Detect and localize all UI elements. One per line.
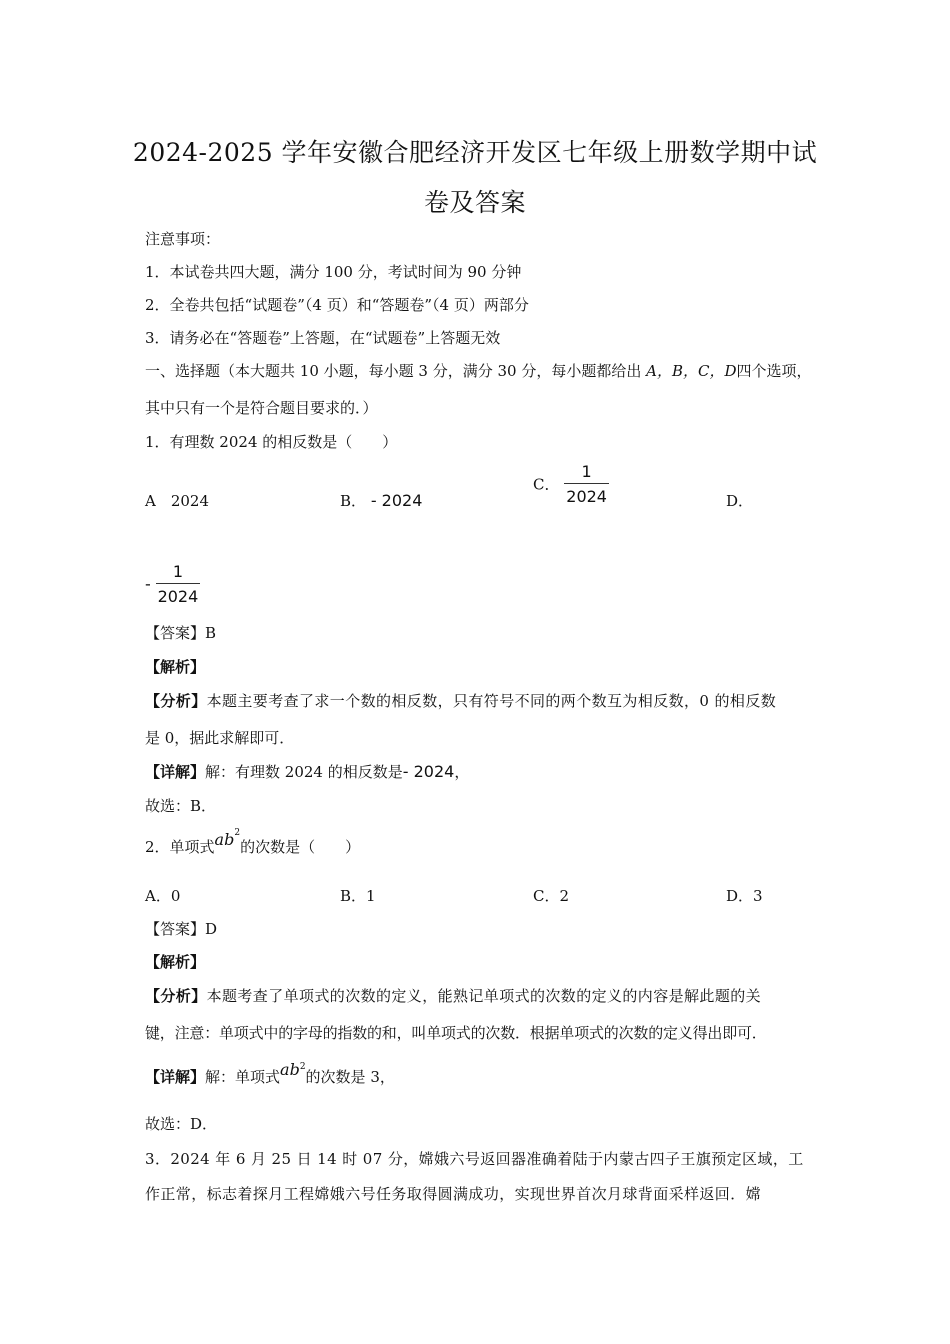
q2-detail-monomial xyxy=(280,1061,306,1079)
q1-detail-value: - 2024 xyxy=(402,762,455,781)
q1-option-d-value xyxy=(145,562,200,606)
q1-choose: 故选：B． xyxy=(145,797,217,815)
q2-analysis-label: 【解析】 xyxy=(145,953,206,971)
q2-option-d: D．3 xyxy=(726,887,763,905)
q1-detail-end: ， xyxy=(454,763,470,781)
q2-detail xyxy=(145,1060,395,1087)
q1-stem: 1．有理数 2024 的相反数是（ ） xyxy=(145,433,398,451)
q1-analysis-tag: 【分析】 xyxy=(145,692,207,710)
q2-answer: 【答案】D xyxy=(145,920,218,938)
q2-monomial-exponent: 2 xyxy=(234,828,241,838)
q2-option-c: C．2 xyxy=(533,887,570,905)
q1-option-d-fraction xyxy=(156,562,201,606)
q1-option-b-label: B． xyxy=(340,492,367,510)
q2-detail-tag: 【详解】 xyxy=(145,1068,206,1086)
q1-option-c xyxy=(533,462,609,506)
q1-option-d-sign: - xyxy=(145,574,151,594)
q2-analysis-tag: 【分析】 xyxy=(145,987,207,1005)
q1-detail-text: 解：有理数 2024 的相反数是 xyxy=(205,763,403,781)
q2-choose: 故选：D． xyxy=(145,1115,218,1133)
q1-option-b xyxy=(340,490,422,511)
q1-analysis-text: 本题主要考查了求一个数的相反数，只有符号不同的两个数互为相反数，0 的相反数 xyxy=(206,692,777,710)
notice-item-2: 2．全卷共包括“试题卷”（4 页）和“答题卷”（4 页）两部分 xyxy=(145,296,529,314)
q2-detail-text: 解：单项式 xyxy=(205,1068,281,1086)
q2-monomial-base: ab xyxy=(214,830,235,849)
q2-analysis-line2: 键，注意：单项式中的字母的指数的和，叫单项式的次数．根据单项式的次数的定义得出即可． xyxy=(145,1024,767,1042)
section1-intro-text: 一、选择题（本大题共 10 小题，每小题 3 分，满分 30 分，每小题都给出 xyxy=(145,362,647,380)
notice-item-1: 1．本试卷共四大题，满分 100 分，考试时间为 90 分钟 xyxy=(145,263,522,281)
q2-stem-text: 2．单项式 xyxy=(145,838,215,856)
q1-detail-tag: 【详解】 xyxy=(145,763,206,781)
q1-analysis xyxy=(145,690,776,711)
q2-monomial xyxy=(214,828,241,849)
q2-analysis xyxy=(145,985,761,1006)
section1-intro-tail: 四个选项， xyxy=(736,362,812,380)
q1-option-c-denominator: 2024 xyxy=(566,487,607,506)
q1-option-d-label: D． xyxy=(726,492,754,510)
section1-intro xyxy=(145,360,811,381)
q2-stem-tail: 的次数是（ ） xyxy=(240,838,361,856)
q2-analysis-text: 本题考查了单项式的次数的定义，能熟记单项式的次数的定义的内容是解此题的关 xyxy=(206,987,762,1005)
q3-line2: 作正常，标志着探月工程嫦娥六号任务取得圆满成功，实现世界首次月球背面采样返回．嫦 xyxy=(145,1185,762,1203)
q2-detail-monomial-base: ab xyxy=(280,1060,300,1079)
document-title-line2: 卷及答案 xyxy=(423,188,526,217)
q2-option-b: B．1 xyxy=(340,887,376,905)
q1-option-c-numerator: 1 xyxy=(581,462,592,481)
q1-detail xyxy=(145,761,469,782)
q1-option-b-value: - 2024 xyxy=(370,491,423,510)
document-title-line1: 2024-2025 学年安徽合肥经济开发区七年级上册数学期中试 xyxy=(132,138,818,167)
q2-detail-monomial-exponent: 2 xyxy=(299,1062,306,1072)
notice-heading: 注意事项： xyxy=(145,230,221,248)
q2-option-a: A．0 xyxy=(145,887,181,905)
q1-analysis-line2: 是 0，据此求解即可． xyxy=(145,729,295,747)
q1-option-c-label: C． xyxy=(533,475,560,494)
q1-option-d-numerator: 1 xyxy=(172,562,184,581)
q2-stem xyxy=(145,828,361,857)
q1-option-a: A 2024 xyxy=(145,492,210,510)
section1-intro-line2: 其中只有一个是符合题目要求的．） xyxy=(145,399,378,417)
q2-detail-end: 的次数是 3， xyxy=(305,1068,395,1086)
q1-option-d-denominator: 2024 xyxy=(157,587,199,606)
notice-item-3: 3．请务必在“答题卷”上答题，在“试题卷”上答题无效 xyxy=(145,329,501,347)
q1-option-c-fraction xyxy=(564,462,609,506)
section1-option-letters: A，B，C，D xyxy=(646,362,737,380)
q3-line1: 3．2024 年 6 月 25 日 14 时 07 分，嫦娥六号返回器准确着陆于内蒙古四子王旗预定区域，工 xyxy=(145,1150,804,1168)
q1-answer: 【答案】B xyxy=(145,624,217,642)
q1-analysis-label: 【解析】 xyxy=(145,658,206,676)
